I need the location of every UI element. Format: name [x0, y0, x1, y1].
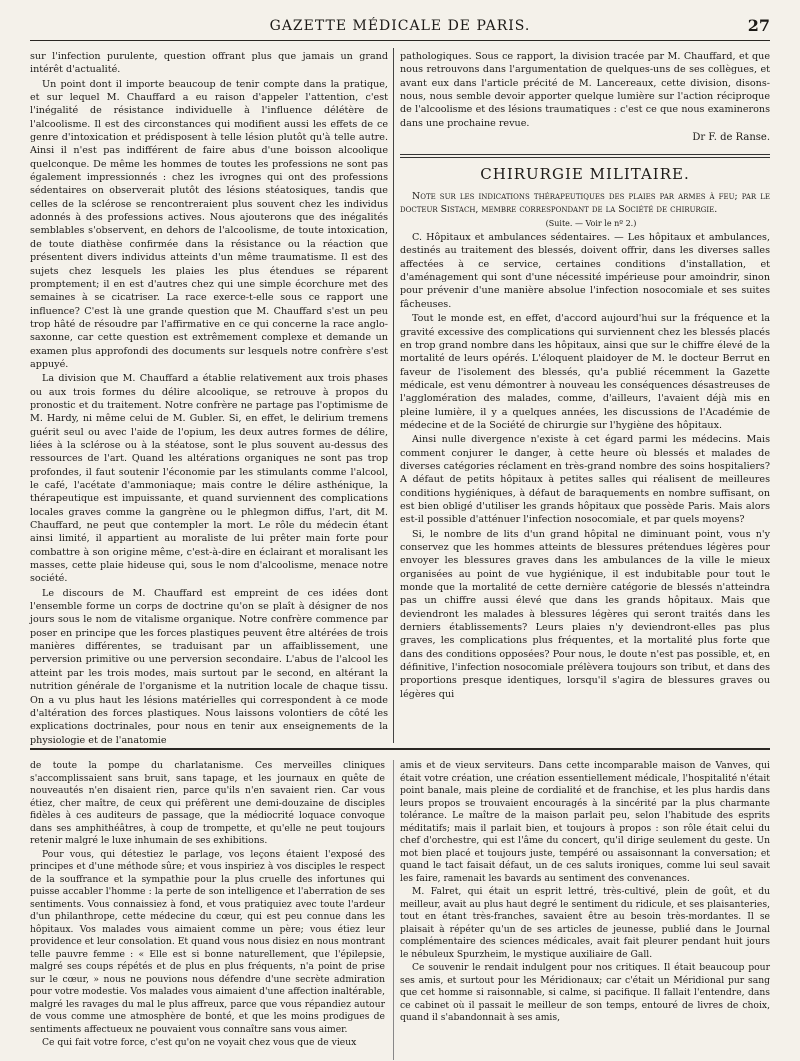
paragraph: Tout le monde est, en effet, d'accord aujourd'hui sur la fréquence et la gravité excessive des complications qui surviennent chez les blessés placés en trop grand nombre dans les hôpitaux, ainsi que sur le chiffre élevé de la mortalité de leurs opérés. L'éloquent plaidoyer de M. le docteur Berrut en faveur de l'isolement des blessés, qu'a publié récemment la Gazette médicale, est venu démontrer à nouveau les conséquences désastreuses de l'agglomération des malades, comme, d'ailleurs, l'avaient déjà mis en pleine lumière, il y a quelques années, les discussions de l'Académie de médecine et de la Société de chirurgie sur l'hygiène des hôpitaux. — [400, 313, 770, 431]
paragraph: Pour vous, qui détestiez le parlage, vos leçons étaient l'exposé des principes et d'une méthode sûre; et vous inspiriez à vos disciples le respect de la souffrance et la sympathie pour la plus cruelle des infortunes qui puisse accabler l'homme : la perte de son intelligence et l'aberration de ses sentiments. Vous connaissiez à fond, et vous pratiquiez avec toute l'ardeur d'un philanthrope, cette médecine du cœur, qui est peu connue dans les hôpitaux. Vos malades vous aimaient comme un père; vous étiez leur providence et leur consolation. Et quand vous nous disiez en nous montrant telle pauvre femme : « Elle est si bonne naturellement, que l'épilepsie, malgré ses coups répétés et de plus en plus fréquents, n'a point de prise sur le cœur, » nous ne pouvions nous défendre d'une secrète admiration pour votre modestie. Vos malades vous aimaient d'une affection inaltérable, malgré les ravages du mal le plus affreux, parce que vous répandiez autour de vous comme une atmosphère de bonté, et que les moins prodigues de sentiments affectueux ne pouvaient vous connaître sans vous aimer. — [30, 848, 385, 1035]
journal-title: GAZETTE MÉDICALE DE PARIS. — [269, 18, 531, 34]
top-right-column — [400, 50, 770, 740]
paragraph: pathologiques. Sous ce rapport, la division tracée par M. Chauffard, et que nous retrouvons dans l'argumentation de quelques-uns de ses collègues, et avant eux dans l'article précité de M. Lancereaux, cette division, disons-nous, nous semble devoir apporter quelque lumière sur l'action réciproque de l'alcoolisme et des lésions traumatiques : c'est ce que nous examinerons dans une prochaine revue. — [400, 51, 770, 129]
paragraph: de toute la pompe du charlatanisme. Ces merveilles cliniques s'accomplissaient sans bruit, sans tapage, et les journaux en quête de nouveautés n'en disaient rien, parce qu'ils n'en savaient rien. Car vous étiez, cher maître, de ceux qui préfèrent une demi-douzaine de disciples fidèles à ces auditeurs de passage, que la médiocrité loquace convoque dans ses amphithéâtres, à coup de trompette, et qu'elle ne peut toujours retenir malgré le luxe inhumain de ses exhibitions. — [30, 760, 385, 846]
bottom-left-column — [30, 760, 385, 1060]
paragraph: amis et de vieux serviteurs. Dans cette incomparable maison de Vanves, qui était votre création, une création essentiellement médicale, l'hospitalité n'était point banale, mais pleine de cordialité et de franchise, et les plus hardis dans leurs propos se trouvaient encouragés à la sincérité par la plus charmante tolérance. Le maître de la maison parlait peu, selon l'habitude des esprits méditatifs; mais il parlait bien, et toujours à propos : son rôle était celui du chef d'orchestre, qui est l'âme du concert, qu'il dirige seulement du geste. Un mot bien placé et toujours juste, tempéré ou assaisonnant la conversation; et quand le tact faisait défaut, un de ces saluts ironiques, comme lui seul savait les faire, ramenait les bavards au sentiment des convenances. — [400, 760, 770, 884]
column-divider — [393, 48, 394, 743]
paragraph: Le discours de M. Chauffard est empreint de ces idées dont l'ensemble forme un corps de doctrine qu'on se plaît à désigner de nos jours sous le nom de vitalisme organique. Notre confrère commence par poser en principe que les forces plastiques peuvent être altérées de trois manières différentes, se traduisant par un affaiblissement, une perversion primitive ou une perversion secondaire. L'abus de l'alcool les atteint par les trois modes, mais surtout par le second, en altérant la nutrition générale de l'organisme et la nutrition locale de chaque tissu. On a vu plus haut les lésions matérielles qui correspondent à ce mode d'altération des forces plastiques. Nous laissons volontiers de côté les explications doctrinales, pour nous en tenir aux enseignements de la physiologie et de l'anatomie — [30, 587, 388, 746]
horizontal-divider — [30, 748, 770, 750]
author-signature: Dr F. de Ranse. — [692, 132, 770, 144]
paragraph: Un point dont il importe beaucoup de tenir compte dans la pratique, et sur lequel M. Chauffard a eu raison d'appeler l'attention, c'est l'inégalité de résistance individuelle à l'influence délétère de l'alcoolisme. Il est des circonstances qui modifient aussi les effets de ce genre d'intoxication et prédisposent à telle lésion plutôt qu'à telle autre. Ainsi il n'est pas indifférent de faire abus d'une boisson alcoolique quelconque. De même les hommes de toutes les professions ne sont pas également impressionnés : chez les ivrognes qui ont des professions sédentaires on observerait plutôt des lésions stéatosiques, tandis que celles de la sclérose se rencontreraient plus souvent chez les individus adonnés à des professions actives. Nous ajouterons que des inégalités semblables s'observent, en dehors de l'alcoolisme, de toute intoxication, de toute diathèse confirmée dans la résistance ou la réaction que présentent divers individus atteints d'un même traumatisme. Il est des sujets chez lesquels les plaies les plus étendues se réparent promptement; il en est d'autres chez qui une simple écorchure met des semaines à se cicatriser. La race exerce-t-elle sous ce rapport une influence? C'est là une grande question que M. Chauffard s'est un peu trop hâté de résoudre par l'affirmative en ce qui concerne la race anglo-saxonne, car cette question est extrêmement complexe et demande un examen plus approfondi des documents sur lesquels notre confrère s'est appuyé. — [30, 78, 388, 370]
bottom-right-column — [400, 760, 770, 1060]
paragraph: Si, le nombre de lits d'un grand hôpital ne diminuant point, vous n'y conservez que les hommes atteints de blessures prétendues légères pour envoyer les blessures graves dans les ambulances de la ville le mieux organisées au point de vue hygiénique, il est indubitable pour tout le monde que la mortalité de cette dernière catégorie de blessés n'atteindra pas un chiffre aussi élevé que dans les grands hôpitaux. Mais que deviendront les malades à blessures légères qui seront traités dans les derniers établissements? Leurs plaies n'y deviendront-elles pas plus graves, les complications plus fréquentes, et la mortalité plus forte que dans des conditions opposées? Pour nous, le doute n'est pas possible, et, en définitive, l'infection nosocomiale prélèvera toujours son tribut, et dans des proportions presque identiques, lorsqu'il s'agira de blessures graves ou légères qui — [400, 528, 770, 700]
paragraph: M. Falret, qui était un esprit lettré, très-cultivé, plein de goût, et du meilleur, avait au plus haut degré le sentiment du ridicule, et ses plaisanteries, tout en étant très-franches, savaient être au besoin très-mordantes. Il se plaisait à répéter qu'un de ses articles de jeunesse, publié dans le Journal complémentaire des sciences médicales, avait fait pleurer pendant huit jours le nébuleux Spurzheim, le mystique auxiliaire de Gall. — [400, 886, 770, 960]
paragraph: Ce qui fait votre force, c'est qu'on ne voyait chez vous que de vieux — [42, 1037, 357, 1048]
paragraph: sur l'infection purulente, question offrant plus que jamais un grand intérêt d'actualité. — [30, 51, 388, 76]
section-separator — [400, 154, 770, 158]
paragraph: C. Hôpitaux et ambulances sédentaires. — Les hôpitaux et ambulances, destinés au traitement des blessés, doivent offrir, dans les diverses salles affectées à ce service, certaines conditions d'installation, et d'aménagement qui sont d'une nécessité impérieuse pour amoindrir, sinon pour prévenir d'une manière absolue l'infection nosocomiale et ses suites fâcheuses. — [400, 232, 770, 310]
top-left-column — [30, 50, 388, 746]
paragraph: Ainsi nulle divergence n'existe à cet égard parmi les médecins. Mais comment conjurer le danger, à cette heure où blessés et malades de diverses catégories réclament en très-grand nombre des soins hospitaliers? A défaut de petits hôpitaux à petites salles qui réalisent de meilleures conditions hygiéniques, à défaut de baraquements en nombre suffisant, on est bien obligé d'utiliser les grands hôpitaux que possède Paris. Mais alors est-il possible d'atténuer l'infection nosocomiale, et par quels moyens? — [400, 434, 770, 526]
article-note: Note sur les indications thérapeutiques des plaies par armes à feu; par le docteur Sistach, membre correspondant de la Société de chirurgie. — [400, 190, 770, 215]
paragraph: Ce souvenir le rendait indulgent pour nos critiques. Il était beaucoup pour ses amis, et surtout pour les Méridionaux; car c'était un Méridional pur sang que cet homme si raisonnable, si calme, si pacifique. Il fallait l'entendre, dans ce cabinet où il passait le meilleur de son temps, entouré de livres de choix, quand il s'abandonnait à ses amis, — [400, 962, 770, 1023]
page-number: 27 — [747, 16, 770, 35]
section-title: CHIRURGIE MILITAIRE. — [480, 165, 690, 184]
column-divider — [393, 760, 394, 1060]
paragraph: La division que M. Chauffard a établie relativement aux trois phases ou aux trois formes du délire alcoolique, se retrouve à propos du pronostic et du traitement. Notre confrère ne partage pas l'optimisme de M. Hardy, ni même celui de M. Gubler. Si, en effet, le delirium tremens guérit seul ou avec l'aide de l'opium, les deux autres formes de délire, liées à la sclérose ou à la stéatose, sont le plus souvent au-dessus des ressources de l'art. Quand les altérations organiques ne sont pas trop profondes, il faut soutenir l'économie par les stimulants comme l'alcool, le café, l'acétate d'ammoniaque; mais contre le délire asthénique, la thérapeutique est impuissante, et quand surviennent des complications locales graves comme la gangrène ou le phlegmon diffus, l'art, dit M. Chauffard, ne peut que contempler la mort. Le rôle du médecin étant ainsi limité, il appartient au moraliste de lui prêter main forte pour combattre à son origine même, c'est-à-dire en éclairant et moralisant les masses, cette plaie hideuse qui, sous le nom d'alcoolisme, menace notre société. — [30, 373, 388, 585]
continuation-note: (Suite. — Voir le nº 2.) — [545, 218, 637, 228]
page-header — [30, 16, 770, 41]
